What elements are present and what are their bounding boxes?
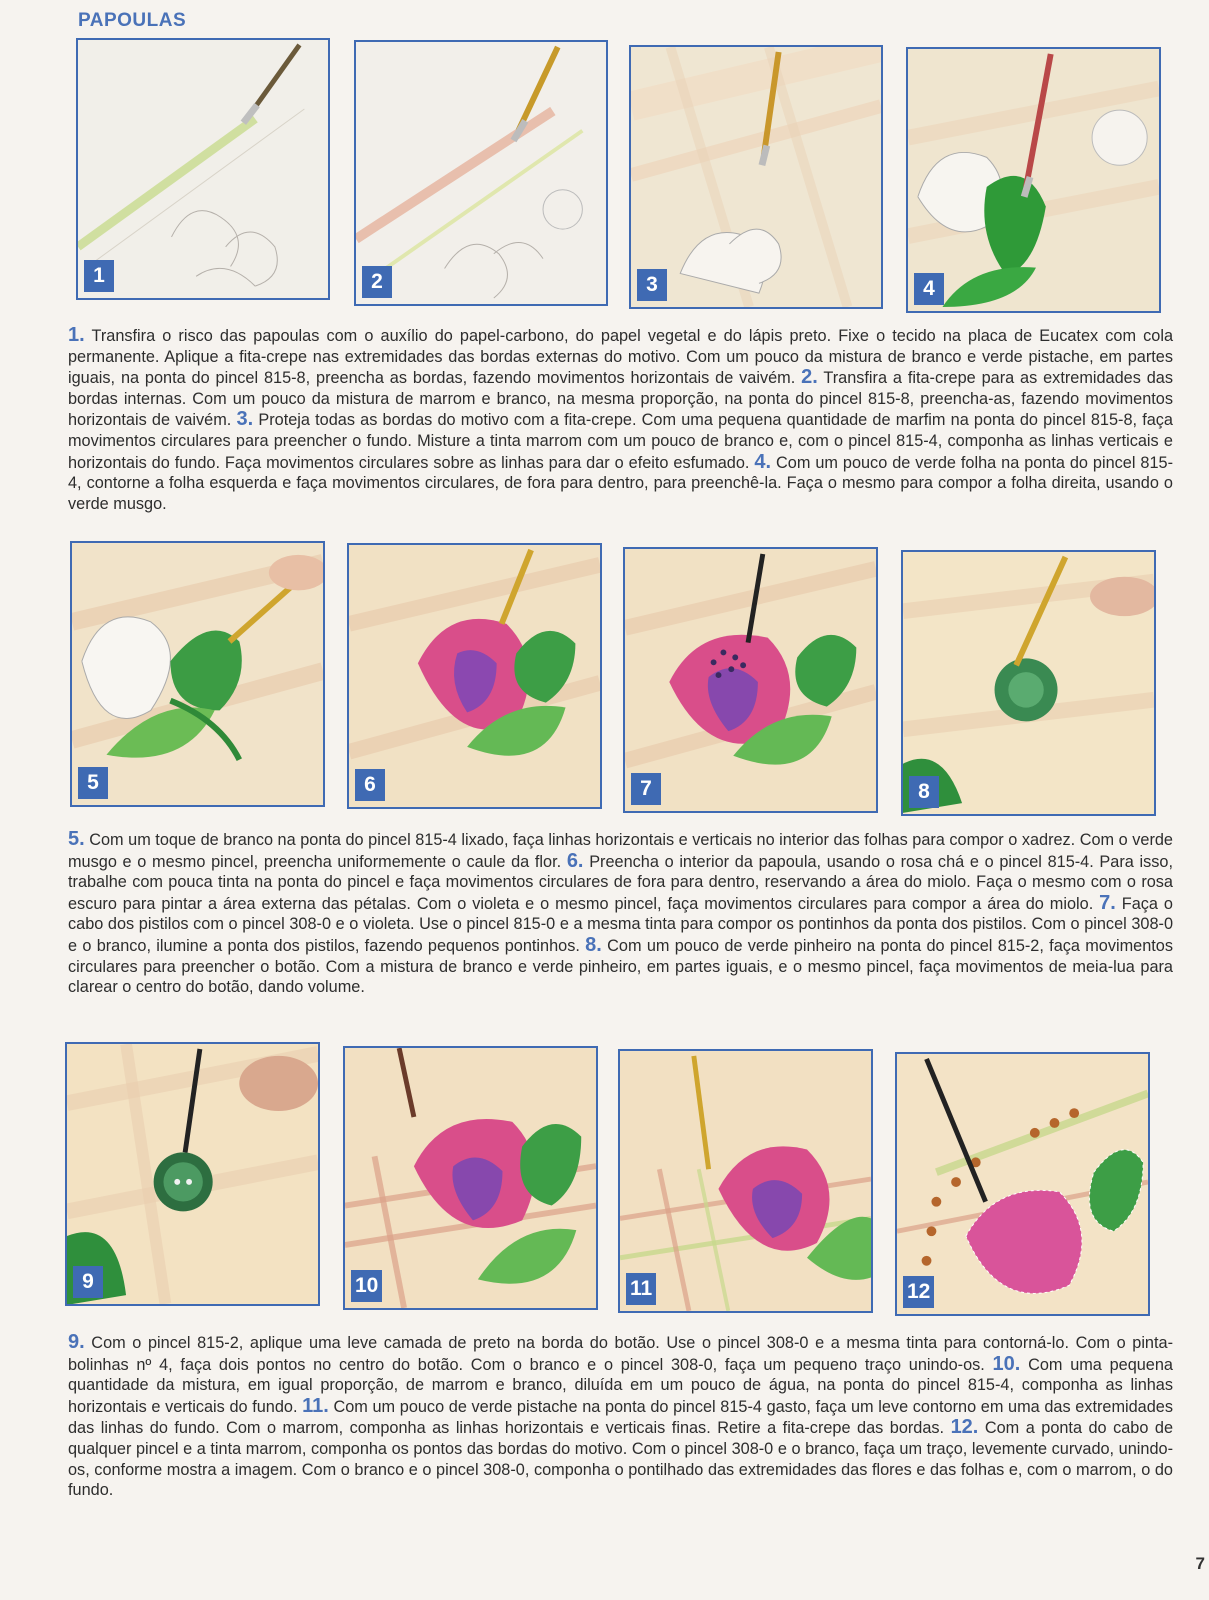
step-text: Faça o cabo dos pistilos com o pincel 308-0 e o violeta. Use o pincel 815-0 e a mesma tinta para compor os pontinhos da ponta dos pistilos. Com o pincel 308-0 e o branco, ilumine a ponta dos pistilos, fazendo pequenos pontinhos. xyxy=(68,894,1173,955)
step-label: 7. xyxy=(1099,891,1116,914)
step-text: Com um toque de branco na ponta do pincel 815-4 lixado, faça linhas horizontais e verticais no interior das folhas para compor o xadrez. Com o verde musgo e o mesmo pincel, preencha uniformemente o caule da flor. xyxy=(68,831,1173,871)
step-photo-1-image xyxy=(78,40,328,298)
step-label: 6. xyxy=(566,849,584,872)
step-text: Proteja todas as bordas do motivo com a fita-crepe. Com uma pequena quantidade de marfim na ponta do pincel 815-8, faça movimentos circulares para preencher o fundo. Misture a tinta marrom com um pouco de branco e, com o pincel 815-4, componha as linhas verticais e horizontais do fundo. Faça movimentos circulares sobre as linhas para dar o efeito esfumado. xyxy=(68,411,1173,472)
step-text: Com uma pequena quantidade da mistura, em igual proporção, de marrom e branco, diluída em um pouco de água, na ponta do pincel 815-4, componha as linhas horizontais e verticais do fundo. xyxy=(68,1355,1173,1416)
step-photo-10 xyxy=(343,1046,598,1310)
instructions-1-4 xyxy=(68,325,1173,514)
step-photo-6-image xyxy=(349,545,600,807)
step-text: Com um pouco de verde pinheiro na ponta do pincel 815-2, faça movimentos circulares para preencher o botão. Com a mistura de branco e verde pinheiro, em partes iguais, e o mesmo pincel, faça movimentos de meia-lua para clarear o centro do botão, dando volume. xyxy=(68,936,1174,997)
step-label: 2. xyxy=(801,366,818,389)
step-number: 7 xyxy=(631,773,661,805)
step-number: 5 xyxy=(78,767,108,799)
step-label: 8. xyxy=(585,933,602,956)
step-label: 10. xyxy=(992,1352,1021,1375)
step-label: 5. xyxy=(68,828,85,850)
step-photo-4 xyxy=(906,47,1161,313)
step-photo-5 xyxy=(70,541,325,807)
step-text: Preencha o interior da papoula, usando o rosa chá e o pincel 815-4. Para isso, trabalhe com pouca tinta na ponta do pincel e faça movimentos circulares de fora para dentro, reservando a área do miolo. Faça o mesmo com o rosa escuro para pintar a área externa das pétalas. Com o violeta e o mesmo pincel, faça movimentos circulares para compor a área do miolo. xyxy=(68,852,1173,913)
step-number: 6 xyxy=(355,769,385,801)
step-photo-5-image xyxy=(72,543,323,805)
step-photo-12 xyxy=(895,1052,1150,1316)
step-label: 11. xyxy=(302,1394,329,1417)
step-photo-2-image xyxy=(356,42,606,304)
step-photo-3-image xyxy=(631,47,881,307)
step-text: Transfira a fita-crepe para as extremidades das bordas internas. Com um pouco da mistura de marrom e branco, na mesma proporção, na ponta do pincel 815-8, preencha-as, fazendo movimentos horizontais de vaivém. xyxy=(68,369,1173,430)
step-number: 9 xyxy=(73,1266,103,1298)
step-photo-2 xyxy=(354,40,608,306)
step-label: 12. xyxy=(950,1416,979,1439)
step-number: 1 xyxy=(84,260,114,292)
step-photo-3 xyxy=(629,45,883,309)
step-text: Transfira o risco das papoulas com o auxílio do papel-carbono, do papel vegetal e do lápis preto. Fixe o tecido na placa de Eucatex com cola permanente. Aplique a fita-crepe nas extremidades das bordas externas do motivo. Com um pouco da mistura de branco e verde pistache, em partes iguais, na ponta do pincel 815-8, preencha as bordas, fazendo movimentos horizontais de vaivém. xyxy=(68,327,1173,388)
step-photo-11 xyxy=(618,1049,873,1313)
step-photo-7-image xyxy=(625,549,876,811)
step-number: 4 xyxy=(914,273,944,305)
step-photo-9 xyxy=(65,1042,320,1306)
step-text: Com um pouco de verde pistache na ponta do pincel 815-4 gasto, faça um leve contorno em uma das extremidades das linhas do fundo. Com o marrom, componha as linhas horizontais e verticais finas. Retire a fita-crepe das bordas. xyxy=(68,1397,1173,1438)
instructions-9-12 xyxy=(68,1332,1173,1501)
step-photo-4-image xyxy=(908,49,1159,311)
step-label: 3. xyxy=(236,408,254,431)
step-photo-6 xyxy=(347,543,602,809)
step-label: 4. xyxy=(754,450,772,473)
page-number: 7 xyxy=(1195,1554,1205,1573)
step-text: Com a ponta do cabo de qualquer pincel e a tinta marrom, componha os pontos das bordas do motivo. Com o pincel 308-0 e o branco, faça um traço, levemente curvado, unindo-os, conforme mostra a imagem. Com o branco e o pincel 308-0, componha o pontilhado das extremidades das flores e das folhas e, com o marrom, o do fundo. xyxy=(68,1419,1173,1500)
step-number: 8 xyxy=(909,776,939,808)
step-number: 2 xyxy=(362,266,392,298)
step-photo-11-image xyxy=(620,1051,871,1311)
step-number: 11 xyxy=(626,1273,656,1305)
step-text: Com um pouco de verde folha na ponta do pincel 815-4, contorne a folha esquerda e faça movimentos circulares, de fora para dentro, para preenchê-la. Faça o mesmo para compor a folha direita, usando o verde musgo. xyxy=(68,453,1173,513)
step-photo-8 xyxy=(901,550,1156,816)
step-text: Com o pincel 815-2, aplique uma leve camada de preto na borda do botão. Use o pincel 308-0 e a mesma tinta para contorná-lo. Com o pinta-bolinhas nº 4, faça dois pontos no centro do botão. Com o branco e o pincel 308-0, faça um pequeno traço unindo-os. xyxy=(68,1334,1173,1374)
step-photo-7 xyxy=(623,547,878,813)
step-label: 1. xyxy=(68,324,85,346)
step-photo-9-image xyxy=(67,1044,318,1304)
step-number: 10 xyxy=(351,1270,382,1302)
step-photo-10-image xyxy=(345,1048,596,1308)
section-title: PAPOULAS xyxy=(78,10,187,31)
step-photo-1 xyxy=(76,38,330,300)
step-photo-12-image xyxy=(897,1054,1148,1314)
step-number: 3 xyxy=(637,269,667,301)
instructions-5-8 xyxy=(68,829,1173,998)
step-label: 9. xyxy=(68,1331,85,1353)
step-number: 12 xyxy=(903,1276,934,1308)
step-photo-8-image xyxy=(903,552,1154,814)
